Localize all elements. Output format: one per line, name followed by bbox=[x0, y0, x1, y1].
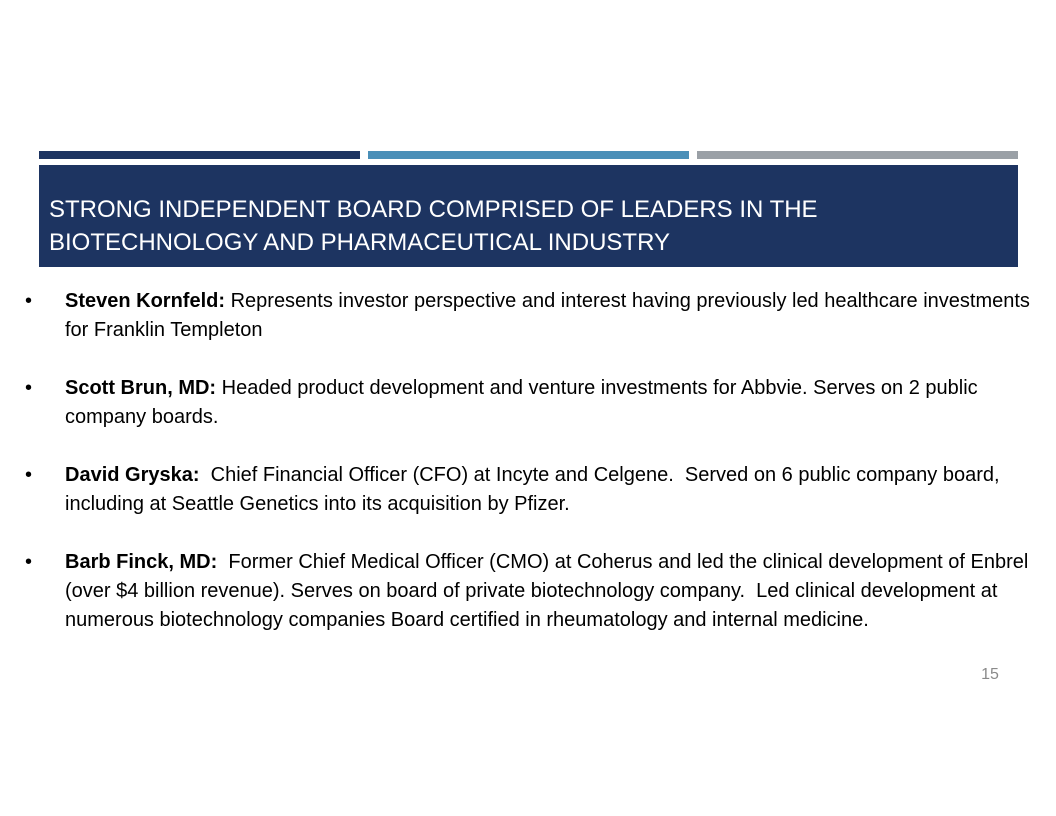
slide-title-banner bbox=[39, 165, 1018, 267]
accent-bar-light-blue bbox=[368, 151, 689, 159]
accent-bar-gray bbox=[697, 151, 1018, 159]
member-description: Represents investor perspective and interest having previously led healthcare investments for Franklin Templeton bbox=[65, 290, 1030, 341]
list-item bbox=[25, 461, 1045, 519]
page-number: 15 bbox=[981, 666, 999, 683]
bullet-icon: • bbox=[25, 464, 33, 486]
member-description: Chief Financial Officer (CFO) at Incyte and Celgene. Served on 6 public company board, including at Seattle Genetics into its acquisition by Pfizer. bbox=[65, 464, 1006, 515]
bullet-icon: • bbox=[25, 551, 33, 573]
bullet-icon: • bbox=[25, 377, 33, 399]
member-description: Former Chief Medical Officer (CMO) at Coherus and led the clinical development of Enbrel (over $4 billion revenue). Serves on board of private biotechnology company. Led clinical development at numerous biotechnology companies Board certified in rheumatology and internal medicine. bbox=[65, 551, 1034, 631]
accent-bar-dark-blue bbox=[39, 151, 360, 159]
list-item bbox=[25, 287, 1045, 345]
list-item bbox=[25, 374, 1045, 432]
member-name: Scott Brun, MD: bbox=[65, 377, 217, 399]
board-member-list bbox=[25, 287, 1045, 664]
list-item bbox=[25, 548, 1045, 635]
bullet-icon: • bbox=[25, 290, 33, 312]
member-description: Headed product development and venture investments for Abbvie. Serves on 2 public company boards. bbox=[65, 377, 978, 428]
member-name: David Gryska: bbox=[65, 464, 200, 486]
slide-title: STRONG INDEPENDENT BOARD COMPRISED OF LEADERS IN THE BIOTECHNOLOGY AND PHARMACEUTICAL INDUSTRY bbox=[49, 196, 818, 256]
member-name: Barb Finck, MD: bbox=[65, 551, 218, 573]
member-name: Steven Kornfeld: bbox=[65, 290, 226, 312]
